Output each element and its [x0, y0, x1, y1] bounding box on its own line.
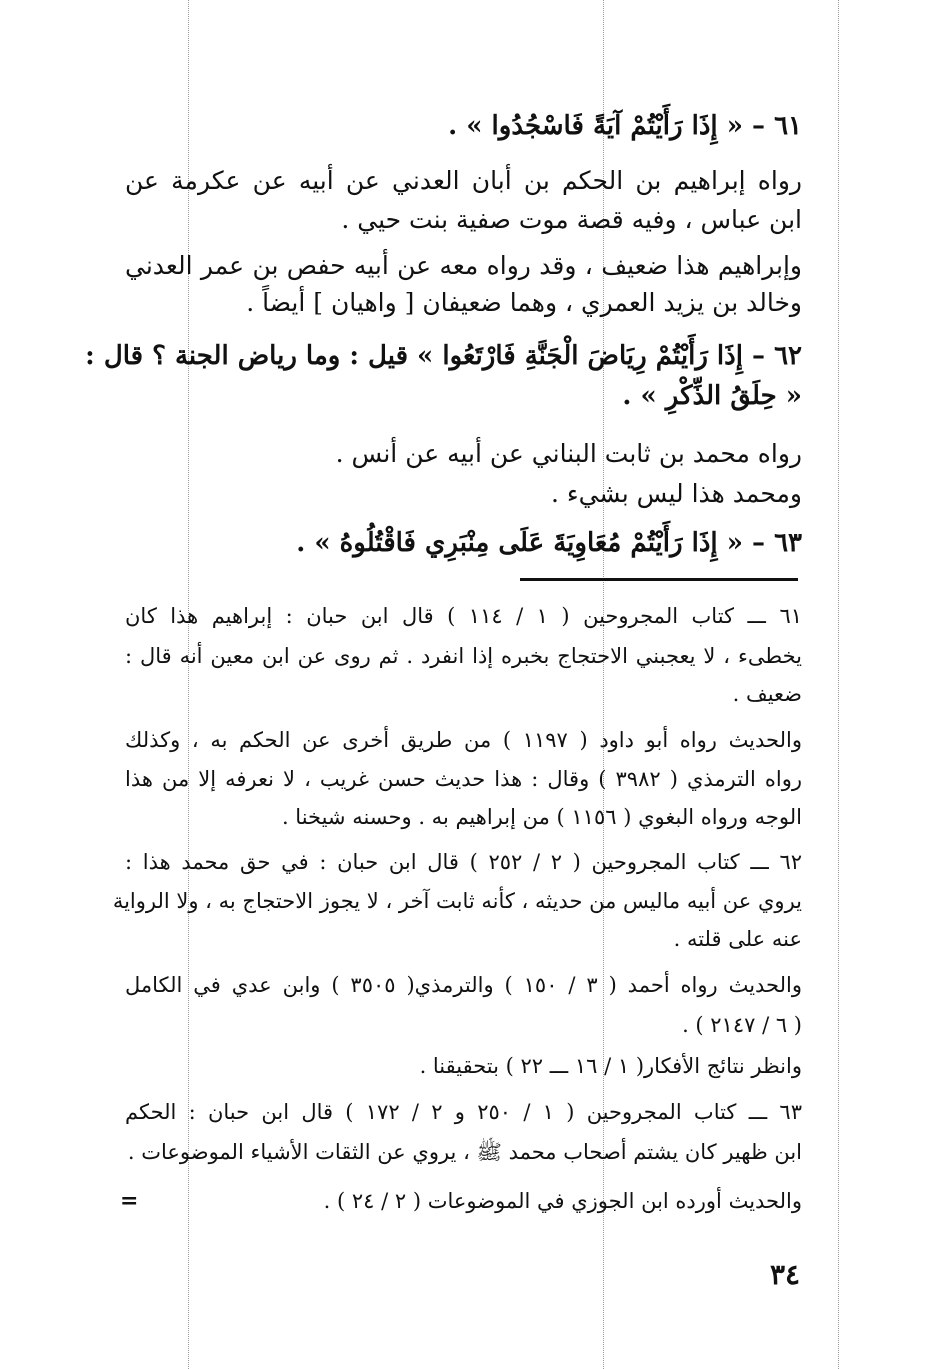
- footnote-line: ٦٢ ـــ كتاب المجروحين ( ٢ / ٢٥٢ ) قال ابن حبان : في حق محمد هذا :: [125, 850, 803, 874]
- footnote-line: والحديث رواه أبو داود ( ١١٩٧ ) من طريق أخرى عن الحكم به ، وكذلك: [125, 728, 802, 752]
- footnote-line: يخطىء ، لا يعجبني الاحتجاج بخبره إذا انفرد . ثم روى عن ابن معين أنه قال :: [125, 644, 802, 668]
- footnote-line: وانظر نتائج الأفكار( ١ / ١٦ ـــ ٢٢ ) بتحقيقنا .: [419, 1054, 802, 1078]
- footnote-line: ضعيف .: [732, 682, 802, 706]
- footnote-line: عنه على قلته .: [673, 927, 802, 951]
- body-line: وخالد بن يزيد العمري ، وهما ضعيفان [ واهيان ] أيضاً .: [246, 288, 802, 317]
- footnote-line: والحديث أورده ابن الجوزي في الموضوعات ( ٢ / ٢٤ ) .: [323, 1189, 802, 1213]
- footnote-line: يروي عن أبيه ماليس من حديثه ، كأنه ثابت آخر ، لا يجوز الاحتجاج به ، ولا الرواية: [112, 889, 802, 913]
- body-line: وإبراهيم هذا ضعيف ، وقد رواه معه عن أبيه حفص بن عمر العدني: [125, 251, 802, 280]
- body-line: رواه إبراهيم بن الحكم بن أبان العدني عن أبيه عن عكرمة عن: [125, 166, 802, 195]
- hadith-heading-63: ٦٣ – « إِذَا رَأَيْتُمْ مُعَاوِيَةَ عَلَى مِنْبَرِي فَاقْتُلُوهُ » .: [296, 528, 802, 558]
- hadith-heading-61: ٦١ – « إِذَا رَأَيْتُمْ آيَةً فَاسْجُدُوا » .: [448, 111, 802, 141]
- body-line: رواه محمد بن ثابت البناني عن أبيه عن أنس .: [335, 439, 802, 468]
- body-line: ابن عباس ، وفيه قصة موت صفية بنت حيي .: [341, 205, 802, 234]
- footnote-line: والحديث رواه أحمد ( ٣ / ١٥٠ ) والترمذي( ٣٥٠٥ ) وابن عدي في الكامل: [125, 973, 802, 997]
- footnote-line: ابن ظهير كان يشتم أصحاب محمد ﷺ ، يروي عن الثقات الأشياء الموضوعات .: [127, 1140, 802, 1164]
- hadith-heading-62-cont: « حِلَقُ الذِّكْرِ » .: [622, 381, 802, 411]
- footnote-line: الوجه ورواه البغوي ( ١١٥٦ ) من إبراهيم به . وحسنه شيخنا .: [281, 805, 802, 829]
- continuation-mark: =: [120, 1188, 139, 1214]
- footnote-line: ٦١ ـــ كتاب المجروحين ( ١ / ١١٤ ) قال ابن حبان : إبراهيم هذا كان: [125, 604, 802, 628]
- hadith-heading-62: ٦٢ – إِذَا رَأَيْتُمْ رِيَاضَ الْجَنَّةِ فَارْتَعُوا » قيل : وما رياض الجنة ؟ قال :: [85, 341, 802, 371]
- scan-guide-line: [838, 0, 839, 1369]
- footnote-line: ( ٦ / ٢١٤٧ ) .: [682, 1013, 802, 1037]
- footnote-line: ٦٣ ـــ كتاب المجروحين ( ١ / ٢٥٠ و ٢ / ١٧٢ ) قال ابن حبان : الحكم: [125, 1100, 802, 1124]
- footnote-line: رواه الترمذي ( ٣٩٨٢ ) وقال : هذا حديث حسن غريب ، لا نعرفه إلا من هذا: [125, 767, 802, 791]
- page-number: ٣٤: [770, 1258, 801, 1291]
- body-line: ومحمد هذا ليس بشيء .: [550, 479, 802, 508]
- footnote-separator: [520, 578, 798, 581]
